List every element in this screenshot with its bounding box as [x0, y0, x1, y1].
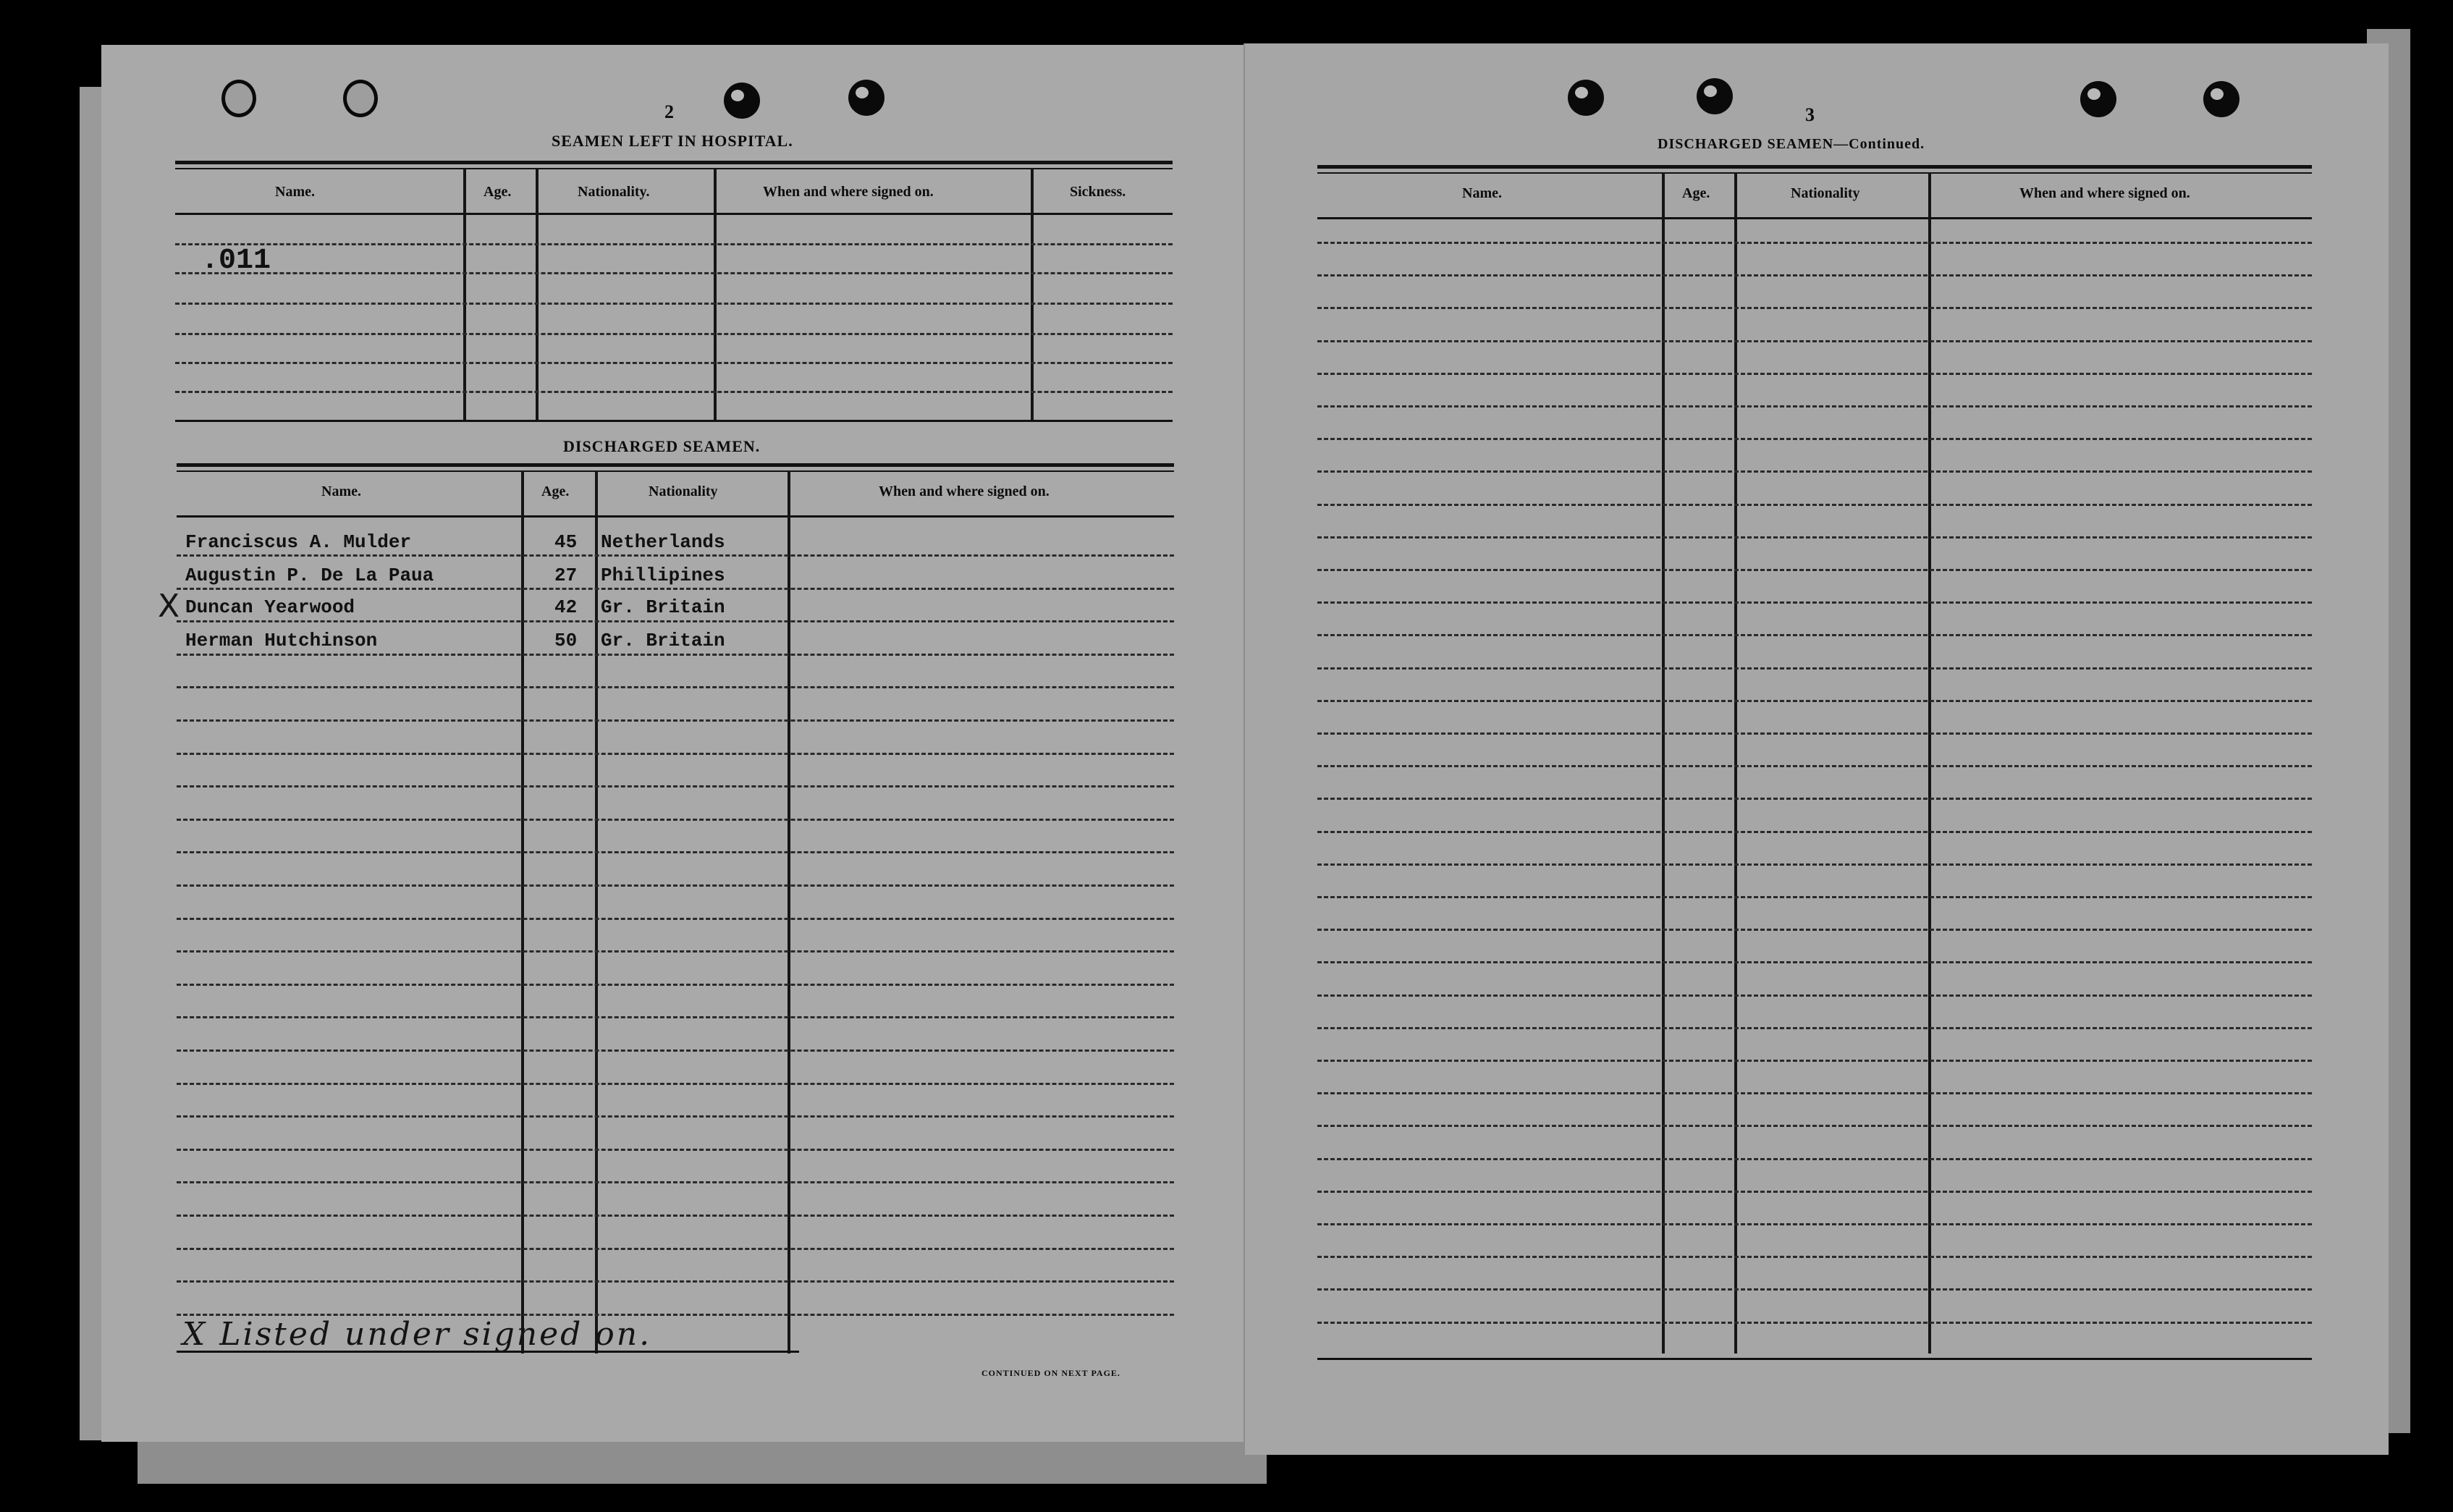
column-header-name: Name. [275, 184, 315, 200]
table-rule [175, 213, 1173, 215]
column-divider [595, 470, 598, 1353]
row-line [1317, 1158, 2312, 1160]
row-line [1317, 732, 2312, 735]
row-line [1317, 1191, 2312, 1193]
row-line [177, 851, 1174, 853]
row-line [177, 654, 1174, 656]
discharged-continued-heading: DISCHARGED SEAMEN—Continued. [1658, 136, 1925, 152]
row-line [1317, 798, 2312, 800]
column-divider [463, 169, 466, 421]
seaman-nationality: Phillipines [601, 565, 725, 586]
column-header-signed-on: When and where signed on. [879, 483, 1050, 499]
row-line [177, 884, 1174, 887]
seaman-age: 50 [554, 630, 578, 651]
column-divider [1662, 172, 1665, 1353]
column-header-signed-on: When and where signed on. [2019, 185, 2190, 201]
column-header-signed-on: When and where signed on. [763, 184, 934, 200]
table-rule [177, 470, 1174, 472]
column-header-nationality: Nationality [1791, 185, 1860, 201]
row-line [177, 785, 1174, 787]
table-rule [177, 515, 1174, 518]
row-line [177, 1280, 1174, 1283]
row-line [1317, 438, 2312, 440]
continued-footer: CONTINUED ON NEXT PAGE. [981, 1368, 1120, 1378]
left-page [101, 45, 1259, 1442]
row-line [177, 620, 1174, 622]
row-line [1317, 896, 2312, 898]
column-divider [536, 169, 539, 421]
row-line [177, 1049, 1174, 1052]
row-line [1317, 700, 2312, 702]
row-line [1317, 569, 2312, 571]
punch-hole [848, 80, 884, 116]
seaman-nationality: Netherlands [601, 531, 725, 553]
row-line [175, 272, 1173, 274]
row-line [1317, 831, 2312, 833]
seaman-nationality: Gr. Britain [601, 596, 725, 618]
table-rule [1317, 1358, 2312, 1360]
row-line [1317, 470, 2312, 473]
row-line [177, 984, 1174, 986]
table-rule [175, 161, 1173, 164]
row-line [1317, 667, 2312, 670]
punch-hole [2080, 81, 2116, 117]
punch-hole [1568, 80, 1604, 116]
punch-hole [724, 83, 760, 119]
row-line [1317, 1027, 2312, 1029]
hospital-entry-mark: .011 [201, 245, 271, 277]
seaman-name: Herman Hutchinson [185, 630, 378, 651]
column-header-nationality: Nationality. [578, 184, 650, 200]
seaman-nationality: Gr. Britain [601, 630, 725, 651]
column-header-name: Name. [321, 483, 361, 499]
punch-hole [1697, 78, 1733, 114]
column-header-age: Age. [1682, 185, 1710, 201]
column-header-sickness: Sickness. [1070, 184, 1126, 200]
column-divider [1734, 172, 1737, 1353]
column-divider [788, 470, 790, 1353]
row-line [177, 819, 1174, 821]
seaman-age: 27 [554, 565, 578, 586]
seaman-name: Franciscus A. Mulder [185, 531, 412, 553]
seaman-name: Augustin P. De La Paua [185, 565, 434, 586]
row-line [1317, 1288, 2312, 1291]
table-rule [1317, 217, 2312, 219]
column-header-name: Name. [1462, 185, 1502, 201]
hospital-heading: SEAMEN LEFT IN HOSPITAL. [552, 132, 793, 150]
row-line [175, 303, 1173, 305]
column-divider [1928, 172, 1931, 1353]
row-line [1317, 1322, 2312, 1324]
punch-hole [343, 80, 378, 117]
row-line [1317, 405, 2312, 407]
row-line [177, 753, 1174, 755]
row-line [177, 1215, 1174, 1217]
table-rule [175, 420, 1173, 422]
row-line [175, 362, 1173, 364]
column-header-nationality: Nationality [649, 483, 718, 499]
row-line [175, 391, 1173, 393]
row-line [177, 1181, 1174, 1183]
row-line [177, 1248, 1174, 1250]
discharged-heading: DISCHARGED SEAMEN. [563, 437, 761, 455]
row-line [1317, 601, 2312, 604]
row-line [1317, 504, 2312, 506]
row-line [177, 588, 1174, 590]
row-cross-mark: X [158, 588, 180, 625]
row-line [177, 950, 1174, 953]
row-line [175, 243, 1173, 245]
row-line [1317, 863, 2312, 866]
seaman-age: 45 [554, 531, 578, 553]
page-number: 3 [1805, 104, 1815, 125]
column-divider [521, 470, 524, 1353]
row-line [1317, 536, 2312, 539]
row-line [1317, 274, 2312, 276]
table-rule [177, 463, 1174, 467]
row-line [1317, 1060, 2312, 1062]
column-divider [1031, 169, 1034, 421]
row-line [1317, 307, 2312, 309]
row-line [177, 686, 1174, 688]
row-line [1317, 634, 2312, 636]
row-line [1317, 373, 2312, 375]
row-line [1317, 242, 2312, 244]
row-line [177, 918, 1174, 920]
row-line [1317, 994, 2312, 997]
punch-hole [2203, 81, 2239, 117]
row-line [1317, 340, 2312, 342]
row-line [177, 554, 1174, 557]
column-header-age: Age. [541, 483, 570, 499]
row-line [1317, 1256, 2312, 1258]
seaman-age: 42 [554, 596, 578, 618]
row-line [177, 1083, 1174, 1085]
row-line [177, 1016, 1174, 1018]
table-rule [175, 168, 1173, 169]
table-rule [1317, 172, 2312, 174]
row-line [1317, 1223, 2312, 1225]
row-line [1317, 1125, 2312, 1127]
row-line [1317, 765, 2312, 767]
row-line [177, 719, 1174, 722]
row-line [1317, 929, 2312, 931]
column-header-age: Age. [484, 184, 512, 200]
handwritten-note: X Listed under signed on. [182, 1316, 652, 1353]
column-divider [714, 169, 717, 421]
row-line [1317, 1092, 2312, 1094]
right-page [1245, 43, 2389, 1455]
table-rule [1317, 165, 2312, 169]
row-line [1317, 961, 2312, 963]
page-number: 2 [664, 101, 674, 122]
row-line [177, 1149, 1174, 1151]
punch-hole [221, 80, 256, 117]
row-line [175, 333, 1173, 335]
row-line [177, 1115, 1174, 1118]
seaman-name: Duncan Yearwood [185, 596, 355, 618]
